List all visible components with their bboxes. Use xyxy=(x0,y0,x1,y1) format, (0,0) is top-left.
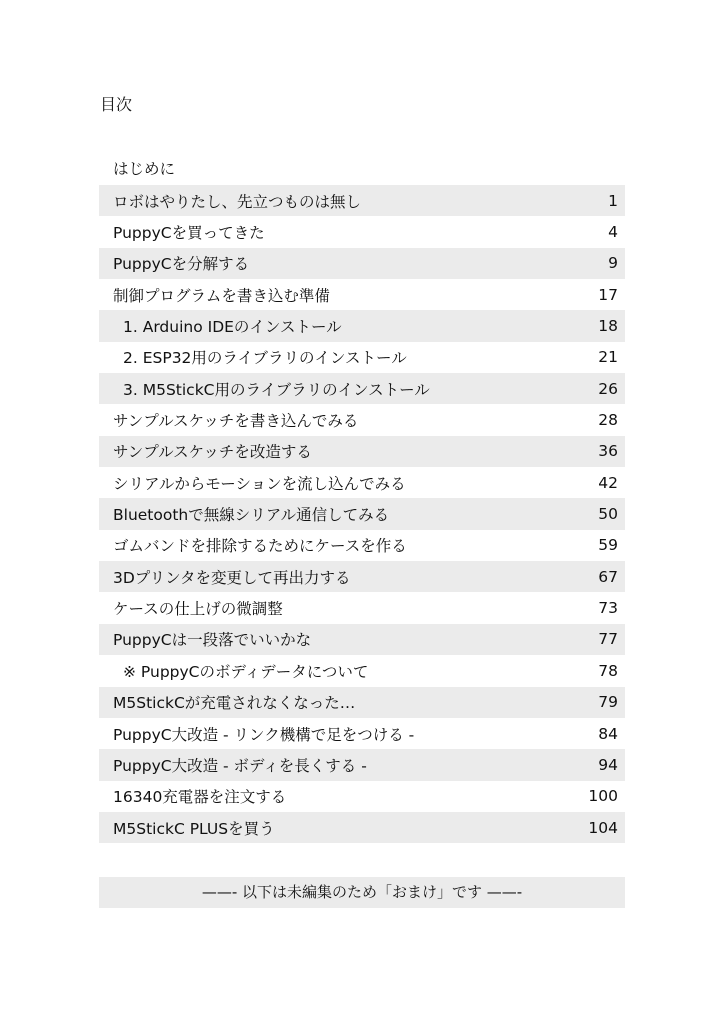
toc-subentry[interactable] xyxy=(99,342,625,373)
toc-entry-title: Bluetoothで無線シリアル通信してみる xyxy=(113,506,390,525)
toc-entry-title: PuppyCは一段落でいいかな xyxy=(113,631,312,650)
toc-entry-page: 26 xyxy=(598,379,618,398)
toc-entry[interactable] xyxy=(99,718,625,749)
toc-entry[interactable] xyxy=(99,404,625,435)
toc-entry-page: 42 xyxy=(598,473,618,492)
toc-subentry[interactable] xyxy=(99,310,625,341)
toc-entry[interactable] xyxy=(99,216,625,247)
toc-entry[interactable] xyxy=(99,248,625,279)
toc-entry-title: PuppyCを分解する xyxy=(113,255,250,274)
toc-entry-page: 4 xyxy=(608,223,618,242)
toc-entry-title: M5StickCが充電されなくなった… xyxy=(113,694,356,713)
toc-entry[interactable] xyxy=(99,624,625,655)
toc-entry-page: 73 xyxy=(598,599,618,618)
toc-entry[interactable] xyxy=(99,436,625,467)
toc-entry-page: 17 xyxy=(598,285,618,304)
toc-entry-page: 100 xyxy=(588,787,618,806)
toc-entry[interactable] xyxy=(99,687,625,718)
toc-heading-introduction[interactable]: はじめに xyxy=(113,160,176,178)
toc-entry-title: ※ PuppyCのボディデータについて xyxy=(123,662,369,681)
toc-entry-page: 21 xyxy=(598,348,618,367)
toc-entry[interactable] xyxy=(99,498,625,529)
toc-entry-title: ゴムバンドを排除するためにケースを作る xyxy=(113,537,407,556)
toc-entry-title: PuppyC大改造 - リンク機構で足をつける - xyxy=(113,725,415,744)
toc-entry-page: 94 xyxy=(598,755,618,774)
toc-entry-title: ケースの仕上げの微調整 xyxy=(113,600,283,619)
toc-entry-title: サンプルスケッチを改造する xyxy=(113,443,312,462)
toc-entry-page: 67 xyxy=(598,567,618,586)
toc-entry-title: 3. M5StickC用のライブラリのインストール xyxy=(123,380,430,399)
toc-entry-title: M5StickC PLUSを買う xyxy=(113,819,275,838)
toc-entry[interactable] xyxy=(99,592,625,623)
toc-entry-title: PuppyC大改造 - ボディを長くする - xyxy=(113,756,367,775)
toc-entry-page: 79 xyxy=(598,693,618,712)
toc-entry-page: 84 xyxy=(598,724,618,743)
toc-entry-page: 78 xyxy=(598,661,618,680)
toc-entry-title: 制御プログラムを書き込む準備 xyxy=(113,286,330,305)
document-title: 目次 xyxy=(100,95,133,114)
toc-entry-page: 18 xyxy=(598,317,618,336)
toc-entry-page: 50 xyxy=(598,505,618,524)
toc-entry-title: 1. Arduino IDEのインストール xyxy=(123,318,342,337)
toc-entry[interactable] xyxy=(99,781,625,812)
toc-entry-title: PuppyCを買ってきた xyxy=(113,224,265,243)
toc-subentry[interactable] xyxy=(99,655,625,686)
toc-entry-page: 28 xyxy=(598,411,618,430)
toc-entry[interactable] xyxy=(99,749,625,780)
toc-entry[interactable] xyxy=(99,467,625,498)
toc-entry-title: シリアルからモーションを流し込んでみる xyxy=(113,474,406,493)
toc-entry-title: サンプルスケッチを書き込んでみる xyxy=(113,412,359,431)
toc-entry-page: 77 xyxy=(598,630,618,649)
toc-entry-title: 3Dプリンタを変更して再出力する xyxy=(113,568,351,587)
toc-entry[interactable] xyxy=(99,279,625,310)
toc-entry[interactable] xyxy=(99,812,625,843)
table-of-contents xyxy=(99,154,625,843)
toc-entry-page: 9 xyxy=(608,254,618,273)
toc-entry-page: 59 xyxy=(598,536,618,555)
toc-entry-title: 2. ESP32用のライブラリのインストール xyxy=(123,349,407,368)
toc-subentry[interactable] xyxy=(99,373,625,404)
toc-entry-title: 16340充電器を注文する xyxy=(113,788,287,807)
toc-entry-page: 36 xyxy=(598,442,618,461)
toc-entry-title: ロボはやりたし、先立つものは無し xyxy=(113,192,362,211)
toc-entry-page: 1 xyxy=(608,191,618,210)
toc-entry[interactable] xyxy=(99,561,625,592)
extras-banner: ——- 以下は未編集のため「おまけ」です ——- xyxy=(99,877,625,908)
toc-entry-page: 104 xyxy=(588,818,618,837)
toc-entry[interactable] xyxy=(99,185,625,216)
toc-entry[interactable] xyxy=(99,530,625,561)
